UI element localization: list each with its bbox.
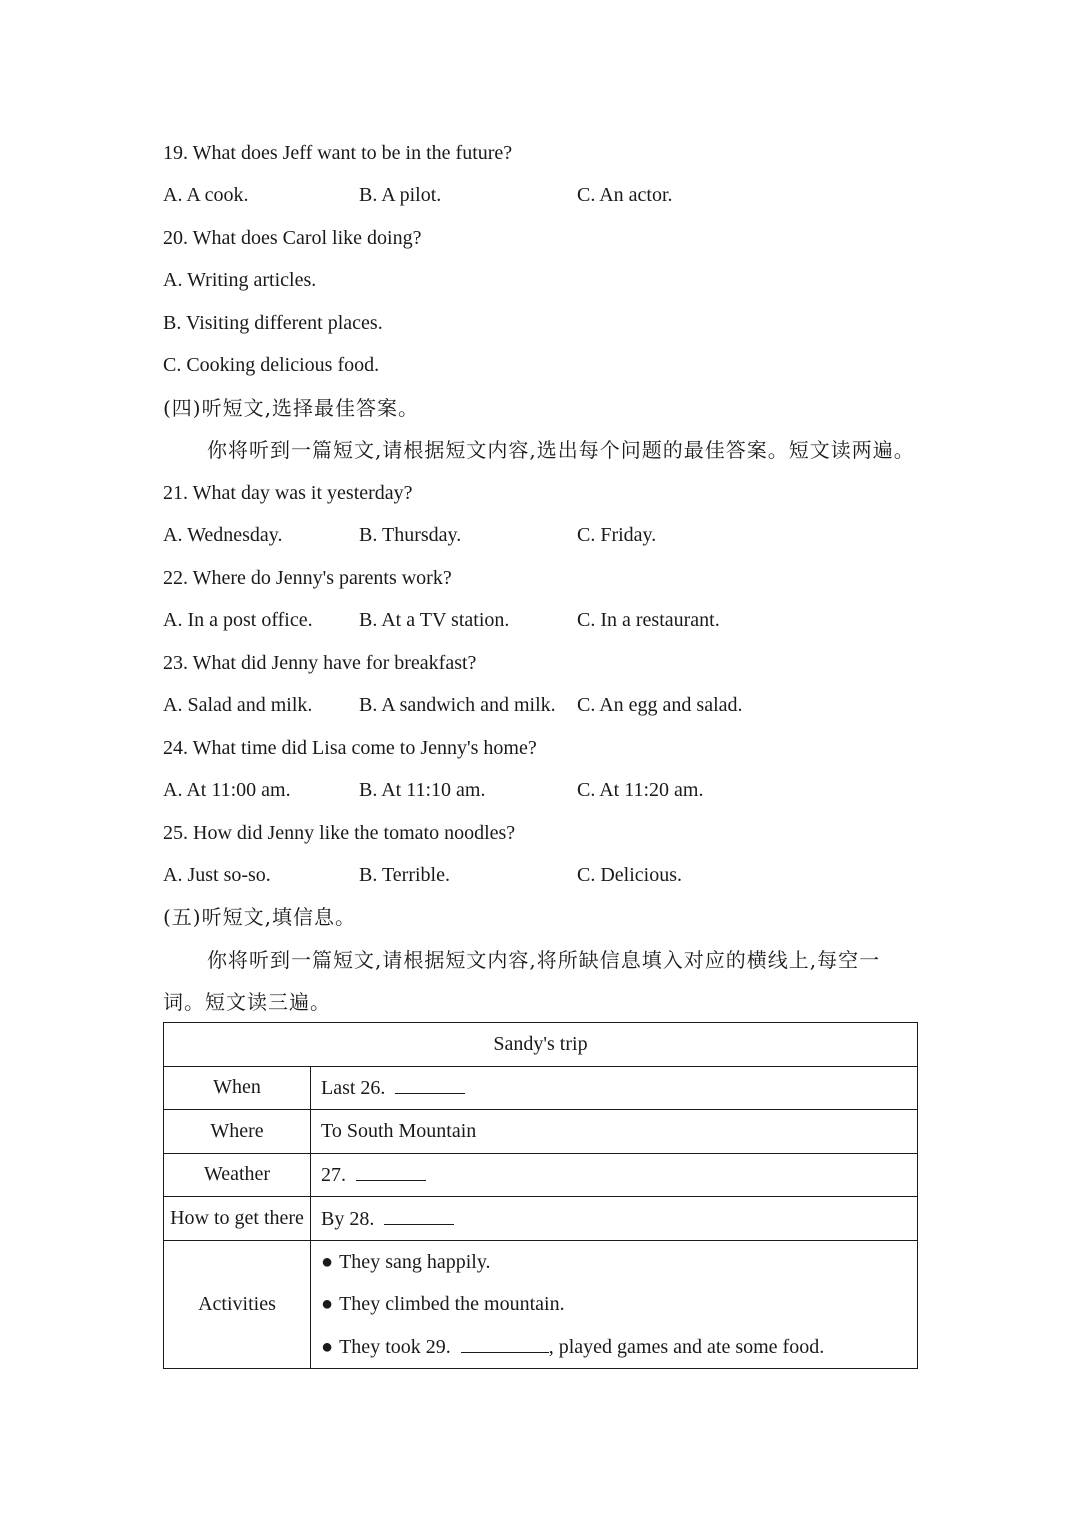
section-5-title: (五)听短文,填信息。 bbox=[163, 905, 356, 929]
option-19a: A. A cook. bbox=[163, 184, 249, 206]
question-19: 19. What does Jeff want to be in the future? bbox=[163, 142, 513, 164]
activities-label: Activities bbox=[164, 1240, 311, 1369]
bullet-icon: ● bbox=[321, 1293, 334, 1316]
how-value: By 28. bbox=[321, 1207, 375, 1230]
options-25 bbox=[0, 861, 1080, 889]
option-21b: B. Thursday. bbox=[359, 524, 462, 546]
option-20c: C. Cooking delicious food. bbox=[163, 354, 380, 376]
activities-cell bbox=[311, 1240, 918, 1369]
activity-item bbox=[321, 1283, 907, 1326]
option-24b: B. At 11:10 am. bbox=[359, 779, 486, 801]
option-24c: C. At 11:20 am. bbox=[577, 779, 704, 801]
table-row-weather bbox=[164, 1153, 918, 1197]
section-4-instruction: 你将听到一篇短文,请根据短文内容,选出每个问题的最佳答案。短文读两遍。 bbox=[207, 438, 915, 462]
option-20b: B. Visiting different places. bbox=[163, 312, 383, 334]
bullet-icon: ● bbox=[321, 1250, 334, 1273]
answer-blank-26[interactable] bbox=[395, 1075, 465, 1094]
option-23a: A. Salad and milk. bbox=[163, 694, 313, 716]
answer-blank-28[interactable] bbox=[384, 1206, 454, 1225]
table-row-how bbox=[164, 1197, 918, 1241]
option-23b: B. A sandwich and milk. bbox=[359, 694, 556, 716]
option-25c: C. Delicious. bbox=[577, 864, 682, 886]
where-value: To South Mountain bbox=[311, 1110, 918, 1154]
option-20a: A. Writing articles. bbox=[163, 269, 317, 291]
activity-3-prefix: They took 29. bbox=[339, 1335, 451, 1358]
question-21: 21. What day was it yesterday? bbox=[163, 482, 413, 504]
weather-label: Weather bbox=[164, 1153, 311, 1197]
question-20: 20. What does Carol like doing? bbox=[163, 227, 422, 249]
table-row-when bbox=[164, 1066, 918, 1110]
activity-3-suffix: , played games and ate some food. bbox=[548, 1335, 825, 1358]
option-19c: C. An actor. bbox=[577, 184, 673, 206]
option-25b: B. Terrible. bbox=[359, 864, 450, 886]
question-23: 23. What did Jenny have for breakfast? bbox=[163, 652, 477, 674]
answer-blank-29[interactable] bbox=[461, 1334, 549, 1353]
section-5-instruction-line1: 你将听到一篇短文,请根据短文内容,将所缺信息填入对应的横线上,每空一 bbox=[207, 948, 881, 972]
bullet-icon: ● bbox=[321, 1335, 334, 1358]
option-25a: A. Just so-so. bbox=[163, 864, 271, 886]
options-24 bbox=[0, 776, 1080, 804]
how-cell bbox=[311, 1197, 918, 1241]
activity-item bbox=[321, 1326, 907, 1369]
when-value: Last 26. bbox=[321, 1077, 386, 1100]
section-4-title: (四)听短文,选择最佳答案。 bbox=[163, 396, 419, 420]
options-23 bbox=[0, 691, 1080, 719]
section-5-instruction-line2: 词。短文读三遍。 bbox=[163, 990, 331, 1014]
question-25: 25. How did Jenny like the tomato noodles? bbox=[163, 822, 516, 844]
option-21c: C. Friday. bbox=[577, 524, 657, 546]
how-label: How to get there bbox=[164, 1197, 311, 1241]
option-22c: C. In a restaurant. bbox=[577, 609, 720, 631]
activity-item bbox=[321, 1241, 907, 1284]
trip-info-table bbox=[163, 1022, 918, 1369]
option-23c: C. An egg and salad. bbox=[577, 694, 743, 716]
weather-cell bbox=[311, 1153, 918, 1197]
options-19 bbox=[0, 181, 1080, 209]
where-label: Where bbox=[164, 1110, 311, 1154]
table-title: Sandy's trip bbox=[164, 1023, 918, 1067]
option-19b: B. A pilot. bbox=[359, 184, 442, 206]
options-22 bbox=[0, 606, 1080, 634]
question-24: 24. What time did Lisa come to Jenny's home? bbox=[163, 737, 537, 759]
when-label: When bbox=[164, 1066, 311, 1110]
option-21a: A. Wednesday. bbox=[163, 524, 283, 546]
option-22b: B. At a TV station. bbox=[359, 609, 510, 631]
activity-1: They sang happily. bbox=[339, 1250, 491, 1273]
weather-value: 27. bbox=[321, 1164, 346, 1187]
table-row-activities bbox=[164, 1240, 918, 1369]
option-24a: A. At 11:00 am. bbox=[163, 779, 291, 801]
table-row-where bbox=[164, 1110, 918, 1154]
option-22a: A. In a post office. bbox=[163, 609, 313, 631]
options-21 bbox=[0, 521, 1080, 549]
answer-blank-27[interactable] bbox=[356, 1162, 426, 1181]
question-22: 22. Where do Jenny's parents work? bbox=[163, 567, 452, 589]
activity-2: They climbed the mountain. bbox=[339, 1293, 565, 1316]
when-cell bbox=[311, 1066, 918, 1110]
table-header-row bbox=[164, 1023, 918, 1067]
